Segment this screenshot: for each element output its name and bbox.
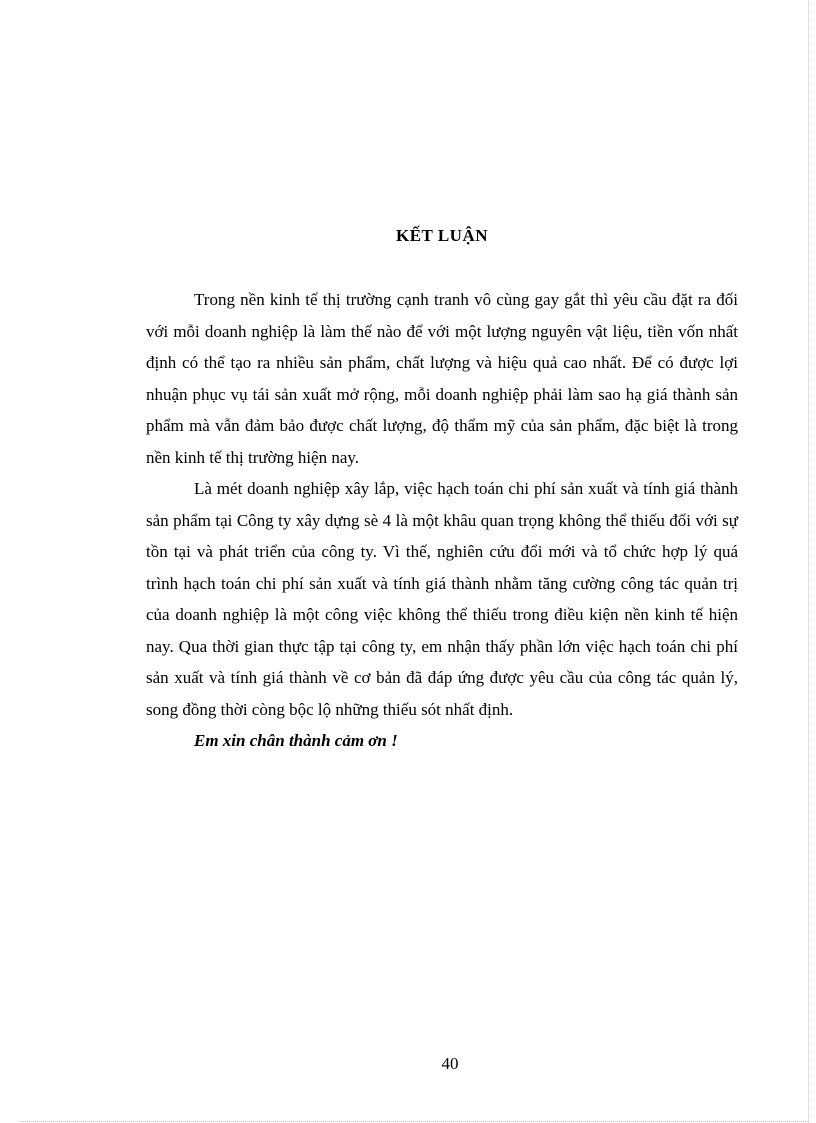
document-body xyxy=(146,284,738,757)
paragraph-2: Là mét doanh nghiệp xây lắp, việc hạch toán chi phí sản xuất và tính giá thành sản phẩm tại Công ty xây dựng sè 4 là một khâu quan trọng không thể thiếu đối với sự tồn tại và phát triển của công ty. Vì thế, nghiên cứu đổi mới và tổ chức hợp lý quá trình hạch toán chi phí sản xuất và tính giá thành nhằm tăng cường công tác quản trị của doanh nghiệp là một công việc không thể thiếu trong điều kiện nền kinh tế hiện nay. Qua thời gian thực tập tại công ty, em nhận thấy phần lớn việc hạch toán chi phí sản xuất và tính giá thành về cơ bản đã đáp ứng được yêu cầu của công tác quản lý, song đồng thời còng bộc lộ những thiếu sót nhất định. xyxy=(146,479,738,719)
paragraph-1: Trong nền kinh tế thị trường cạnh tranh vô cùng gay gắt thì yêu cầu đặt ra đối với mỗi doanh nghiệp là làm thế nào để với một lượng nguyên vật liệu, tiền vốn nhất định có thể tạo ra nhiều sản phẩm, chất lượng và hiệu quả cao nhất. Để có được lợi nhuận phục vụ tái sản xuất mở rộng, mỗi doanh nghiệp phải làm sao hạ giá thành sản phẩm mà vẫn đảm bảo được chất lượng, độ thẩm mỹ của sản phẩm, đặc biệt là trong nền kinh tế thị trường hiện nay. xyxy=(146,290,738,467)
page-border-right xyxy=(808,0,809,1123)
page-title: KẾT LUẬN xyxy=(395,226,488,245)
closing-thanks: Em xin chân thành cảm ơn ! xyxy=(194,731,398,750)
page-border-bottom xyxy=(20,1121,808,1122)
page-number: 40 xyxy=(441,1054,459,1073)
